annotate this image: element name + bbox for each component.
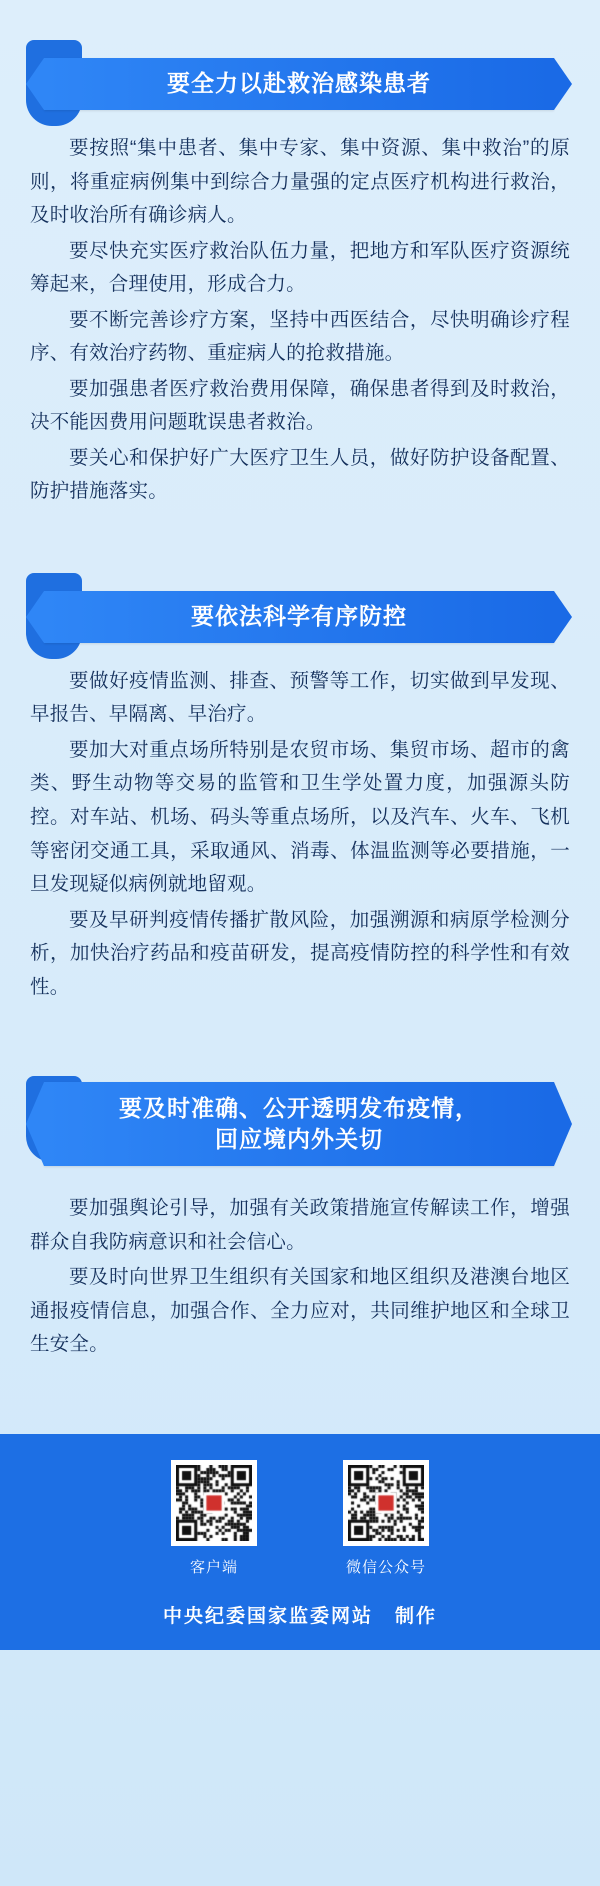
- paragraph: 要及早研判疫情传播扩散风险，加强溯源和病原学检测分析，加快治疗药品和疫苗研发，提高疫情防控的科学性和有效性。: [30, 908, 570, 998]
- footer: [0, 1434, 600, 1650]
- section-2: [0, 577, 600, 1028]
- section-2-title: 要依法科学有序防控: [191, 603, 407, 630]
- paragraph: 要加大对重点场所特别是农贸市场、集贸市场、超市的禽类、野生动物等交易的监管和卫生学处置力度，加强源头防控。对车站、机场、码头等重点场所，以及汽车、火车、飞机等密闭交通工具，采取通风、消毒、体温监测等必要措施，一旦发现疑似病例就地留观。: [30, 738, 570, 896]
- qr-canvas: [176, 1465, 252, 1541]
- ribbon-shape: [44, 1082, 554, 1166]
- section-2-banner: [0, 577, 600, 649]
- paragraph: 要关心和保护好广大医疗卫生人员，做好防护设备配置、防护措施落实。: [30, 446, 570, 503]
- ribbon-shape: [44, 58, 554, 110]
- qr-label-wechat: 微信公众号: [345, 1558, 426, 1576]
- section-1-title: 要全力以赴救治感染患者: [167, 70, 431, 97]
- section-3-banner: [0, 1072, 600, 1176]
- section-3-body: [0, 1182, 600, 1362]
- section-1-banner: [0, 44, 600, 116]
- qr-canvas: [348, 1465, 424, 1541]
- footer-spacer: [0, 1386, 600, 1416]
- paragraph: 要尽快充实医疗救治队伍力量，把地方和军队医疗资源统筹起来，合理使用，形成合力。: [30, 239, 570, 296]
- section-3-title-line-1: 要及时准确、公开透明发布疫情，: [119, 1095, 479, 1122]
- qr-code-icon[interactable]: [171, 1460, 257, 1546]
- section-3-title: [111, 1093, 487, 1155]
- paragraph: 要加强舆论引导，加强有关政策措施宣传解读工作，增强群众自我防病意识和社会信心。: [30, 1197, 570, 1253]
- section-1-body: [0, 122, 600, 509]
- section-2-body: [0, 655, 600, 1004]
- paragraph: 要不断完善诊疗方案，坚持中西医结合，尽快明确诊疗程序、有效治疗药物、重症病人的抢救措施。: [30, 308, 570, 365]
- ribbon-shape: [44, 591, 554, 643]
- section-3: [0, 1072, 600, 1386]
- footer-credit: [0, 1601, 600, 1628]
- paragraph: 要加强患者医疗救治费用保障，确保患者得到及时救治，决不能因费用问题耽误患者救治。: [30, 377, 570, 434]
- qr-label-app: 客户端: [189, 1558, 238, 1576]
- section-1: [0, 44, 600, 533]
- credit-action: 制作: [395, 1605, 438, 1627]
- section-spacer-1: [0, 533, 600, 577]
- paragraph: 要及时向世界卫生组织有关国家和地区组织及港澳台地区通报疫情信息，加强合作、全力应对，共同维护地区和全球卫生安全。: [30, 1266, 570, 1356]
- credit-org: 中央纪委国家监委网站: [162, 1605, 373, 1627]
- section-spacer-2: [0, 1028, 600, 1072]
- section-3-title-line-2: 回应境内外关切: [215, 1126, 383, 1153]
- paragraph: 要做好疫情监测、排查、预警等工作，切实做到早发现、早报告、早隔离、早治疗。: [30, 669, 570, 726]
- qr-code-icon[interactable]: [343, 1460, 429, 1546]
- top-spacer: [0, 0, 600, 44]
- paragraph: 要按照“集中患者、集中专家、集中资源、集中救治”的原则，将重症病例集中到综合力量强的定点医疗机构进行救治，及时收治所有确诊病人。: [30, 137, 570, 227]
- qr-item-app[interactable]: [171, 1460, 257, 1577]
- qr-item-wechat[interactable]: [343, 1460, 429, 1577]
- qr-row: [0, 1460, 600, 1577]
